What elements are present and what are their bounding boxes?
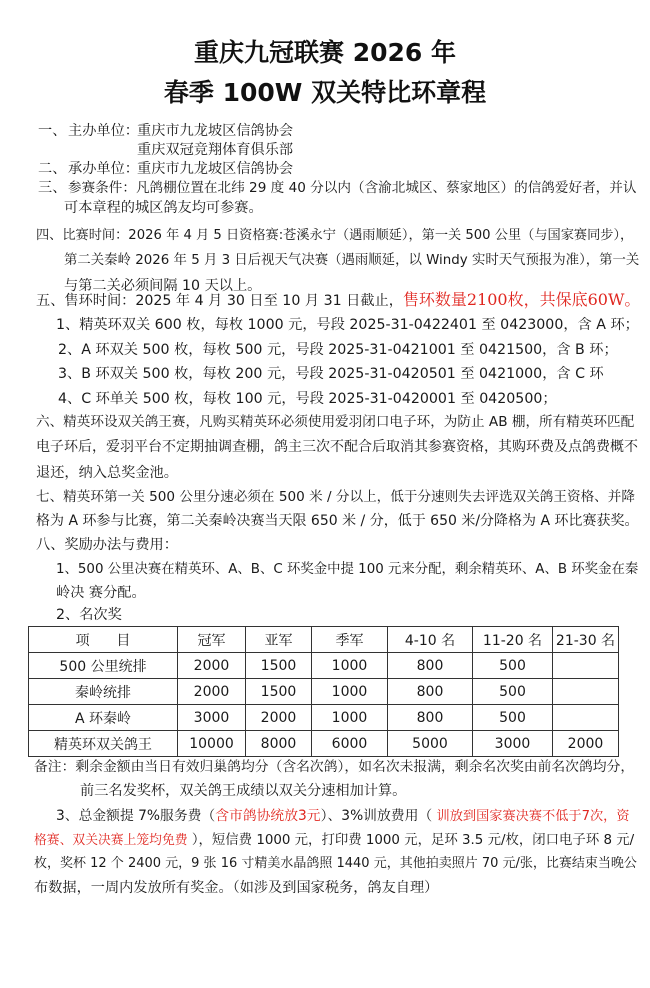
table-header: 亚军: [246, 627, 312, 653]
organizer-1: 重庆市九龙坡区信鸽协会: [137, 123, 294, 139]
table-cell: 500: [473, 653, 553, 679]
table-row: [29, 731, 619, 757]
table-header: 冠军: [178, 627, 246, 653]
table-cell: 500: [473, 705, 553, 731]
rewards-item-1-line-1: 1、500 公里决赛在精英环、A、B、C 环奖金中提 100 元来分配，剩余精英环、A、B 环奖金在秦: [56, 562, 639, 577]
table-cell: A 环秦岭: [29, 705, 178, 731]
table-header: 季军: [312, 627, 388, 653]
ring-item-1: 1、精英环双关 600 枚，每枚 1000 元，号段 2025-31-0422401 至 0423000，含 A 环；: [56, 317, 639, 333]
speed-text-2: 格为 A 环参与比赛，第二关秦岭决赛当天限 650 米 / 分，低于 650 米/分降格为 A 环比赛获奖。: [36, 513, 639, 529]
table-cell: 8000: [246, 731, 312, 757]
fees-red-note: 格赛、双关决赛上笼均免费: [34, 833, 188, 848]
section-number: 三、: [38, 180, 67, 196]
fees-line-4: 布数据，一周内发放所有奖金。（如涉及到国家税务，鸽友自理）: [34, 880, 439, 896]
elite-text-1: 六、精英环设双关鸽王赛，凡购买精英环必须使用爱羽闭口电子环，为防止 AB 棚，所有精英环匹配: [36, 414, 635, 430]
section-number: 二、: [38, 161, 67, 177]
title-line-2: 春季 100W 双关特比环章程: [163, 78, 487, 107]
notes-line-1: 备注：剩余金额由当日有效归巢鸽均分（含名次鸽），如名次未报满，剩余名次奖由前名次鸽均分，: [34, 759, 635, 775]
fees-red-note: 含市鸽协统放3元: [215, 808, 321, 824]
table-cell: 精英环双关鸽王: [29, 731, 178, 757]
table-cell: 5000: [388, 731, 473, 757]
section-label: 承办单位：: [68, 161, 139, 177]
eligibility-text-1: 参赛条件：凡鸽棚位置在北纬 29 度 40 分以内（含渝北城区、蔡家地区）的信鸽爱好者，并认: [68, 180, 637, 196]
table-cell: 800: [388, 705, 473, 731]
table-cell: 1000: [312, 679, 388, 705]
table-cell: 秦岭统排: [29, 679, 178, 705]
fees-line-1: [56, 807, 630, 826]
table-header: 11-20 名: [473, 627, 553, 653]
table-cell: 500 公里统排: [29, 653, 178, 679]
table-cell: 6000: [312, 731, 388, 757]
table-header: 4-10 名: [388, 627, 473, 653]
ring-sales-line: [36, 291, 640, 310]
rewards-item-1-line-2: 岭决 赛分配。: [56, 585, 146, 601]
table-cell: 1500: [246, 653, 312, 679]
table-cell: 3000: [473, 731, 553, 757]
table-cell: 2000: [553, 731, 619, 757]
organizer-2: 重庆双冠竞翔体育俱乐部: [137, 142, 294, 158]
race-time-text-3: 与第二关必须间隔 10 天以上。: [64, 278, 262, 294]
elite-text-2: 电子环后，爱羽平台不定期抽调查棚，鸽主三次不配合后取消其参赛资格，其购环费及点鸽费概不: [36, 439, 638, 455]
fees-text: ），短信费 1000 元，打印费 1000 元，足环 3.5 元/枚，闭口电子环 8 元/: [187, 833, 635, 848]
prize-table: [28, 626, 619, 757]
table-row: [29, 653, 619, 679]
elite-text-3: 退还，纳入总奖金池。: [36, 465, 178, 481]
table-row: [29, 679, 619, 705]
table-cell: 500: [473, 679, 553, 705]
table-cell: 10000: [178, 731, 246, 757]
rewards-heading: 八、奖励办法与费用：: [36, 537, 178, 553]
table-cell: 1000: [312, 705, 388, 731]
table-cell: 2000: [246, 705, 312, 731]
fees-text: ）、3%训放费用（: [320, 808, 437, 824]
title-line-1: 重庆九冠联赛 2026 年: [194, 38, 456, 67]
race-time-text-2: 第二关秦岭 2026 年 5 月 3 日后视天气决赛（遇雨顺延，以 Windy 实时天气预报为准），第一关: [64, 253, 640, 268]
table-cell: [553, 679, 619, 705]
fees-red-note: 训放到国家赛决赛不低于7次，资: [436, 809, 630, 824]
eligibility-text-2: 可本章程的城区鸽友均可参赛。: [64, 200, 263, 216]
table-row: [29, 705, 619, 731]
table-header: 项 目: [29, 627, 178, 653]
race-time-text-1: 四、比赛时间：2026 年 4 月 5 日资格赛:苍溪永宁（遇雨顺延），第一关 500 公里（与国家赛同步），: [36, 228, 634, 243]
ring-item-3: 3、B 环双关 500 枚，每枚 200 元，号段 2025-31-0420501 至 0421000，含 C 环: [58, 366, 604, 382]
speed-text-1: 七、精英环第一关 500 公里分速必须在 500 米 / 分以上，低于分速则失去评选双关鸽王资格、并降: [36, 489, 635, 505]
table-cell: 800: [388, 653, 473, 679]
ring-item-2: 2、A 环双关 500 枚，每枚 500 元，号段 2025-31-0421001 至 0421500，含 B 环；: [58, 342, 618, 358]
fees-line-2: [34, 831, 634, 850]
fees-line-3: 枚，奖杯 12 个 2400 元，9 张 16 寸精美水晶鸽照 1440 元，其他拍卖照片 70 元/张，比赛结束当晚公: [34, 856, 637, 871]
host-org: 重庆市九龙坡区信鸽协会: [137, 161, 294, 177]
ring-item-4: 4、C 环单关 500 枚，每枚 100 元，号段 2025-31-0420001 至 0420500；: [58, 391, 557, 407]
table-cell: 1500: [246, 679, 312, 705]
table-cell: [553, 705, 619, 731]
table-cell: 3000: [178, 705, 246, 731]
table-header: 21-30 名: [553, 627, 619, 653]
fees-text: 3、总金额提 7%服务费（: [56, 808, 216, 824]
section-label: 主办单位：: [68, 123, 139, 139]
notes-line-2: 前三名发奖杯，双关鸽王成绩以双关分速相加计算。: [80, 783, 407, 799]
table-cell: 2000: [178, 679, 246, 705]
table-cell: 800: [388, 679, 473, 705]
rewards-item-2: 2、名次奖: [56, 607, 122, 623]
table-cell: 1000: [312, 653, 388, 679]
table-cell: 2000: [178, 653, 246, 679]
table-header-row: [29, 627, 619, 653]
table-cell: [553, 653, 619, 679]
ring-sales-highlight: 售环数量2100枚，共保底60W。: [402, 290, 641, 309]
ring-sales-text: 五、售环时间：2025 年 4 月 30 日至 10 月 31 日截止，: [36, 293, 403, 309]
section-number: 一、: [38, 123, 67, 139]
